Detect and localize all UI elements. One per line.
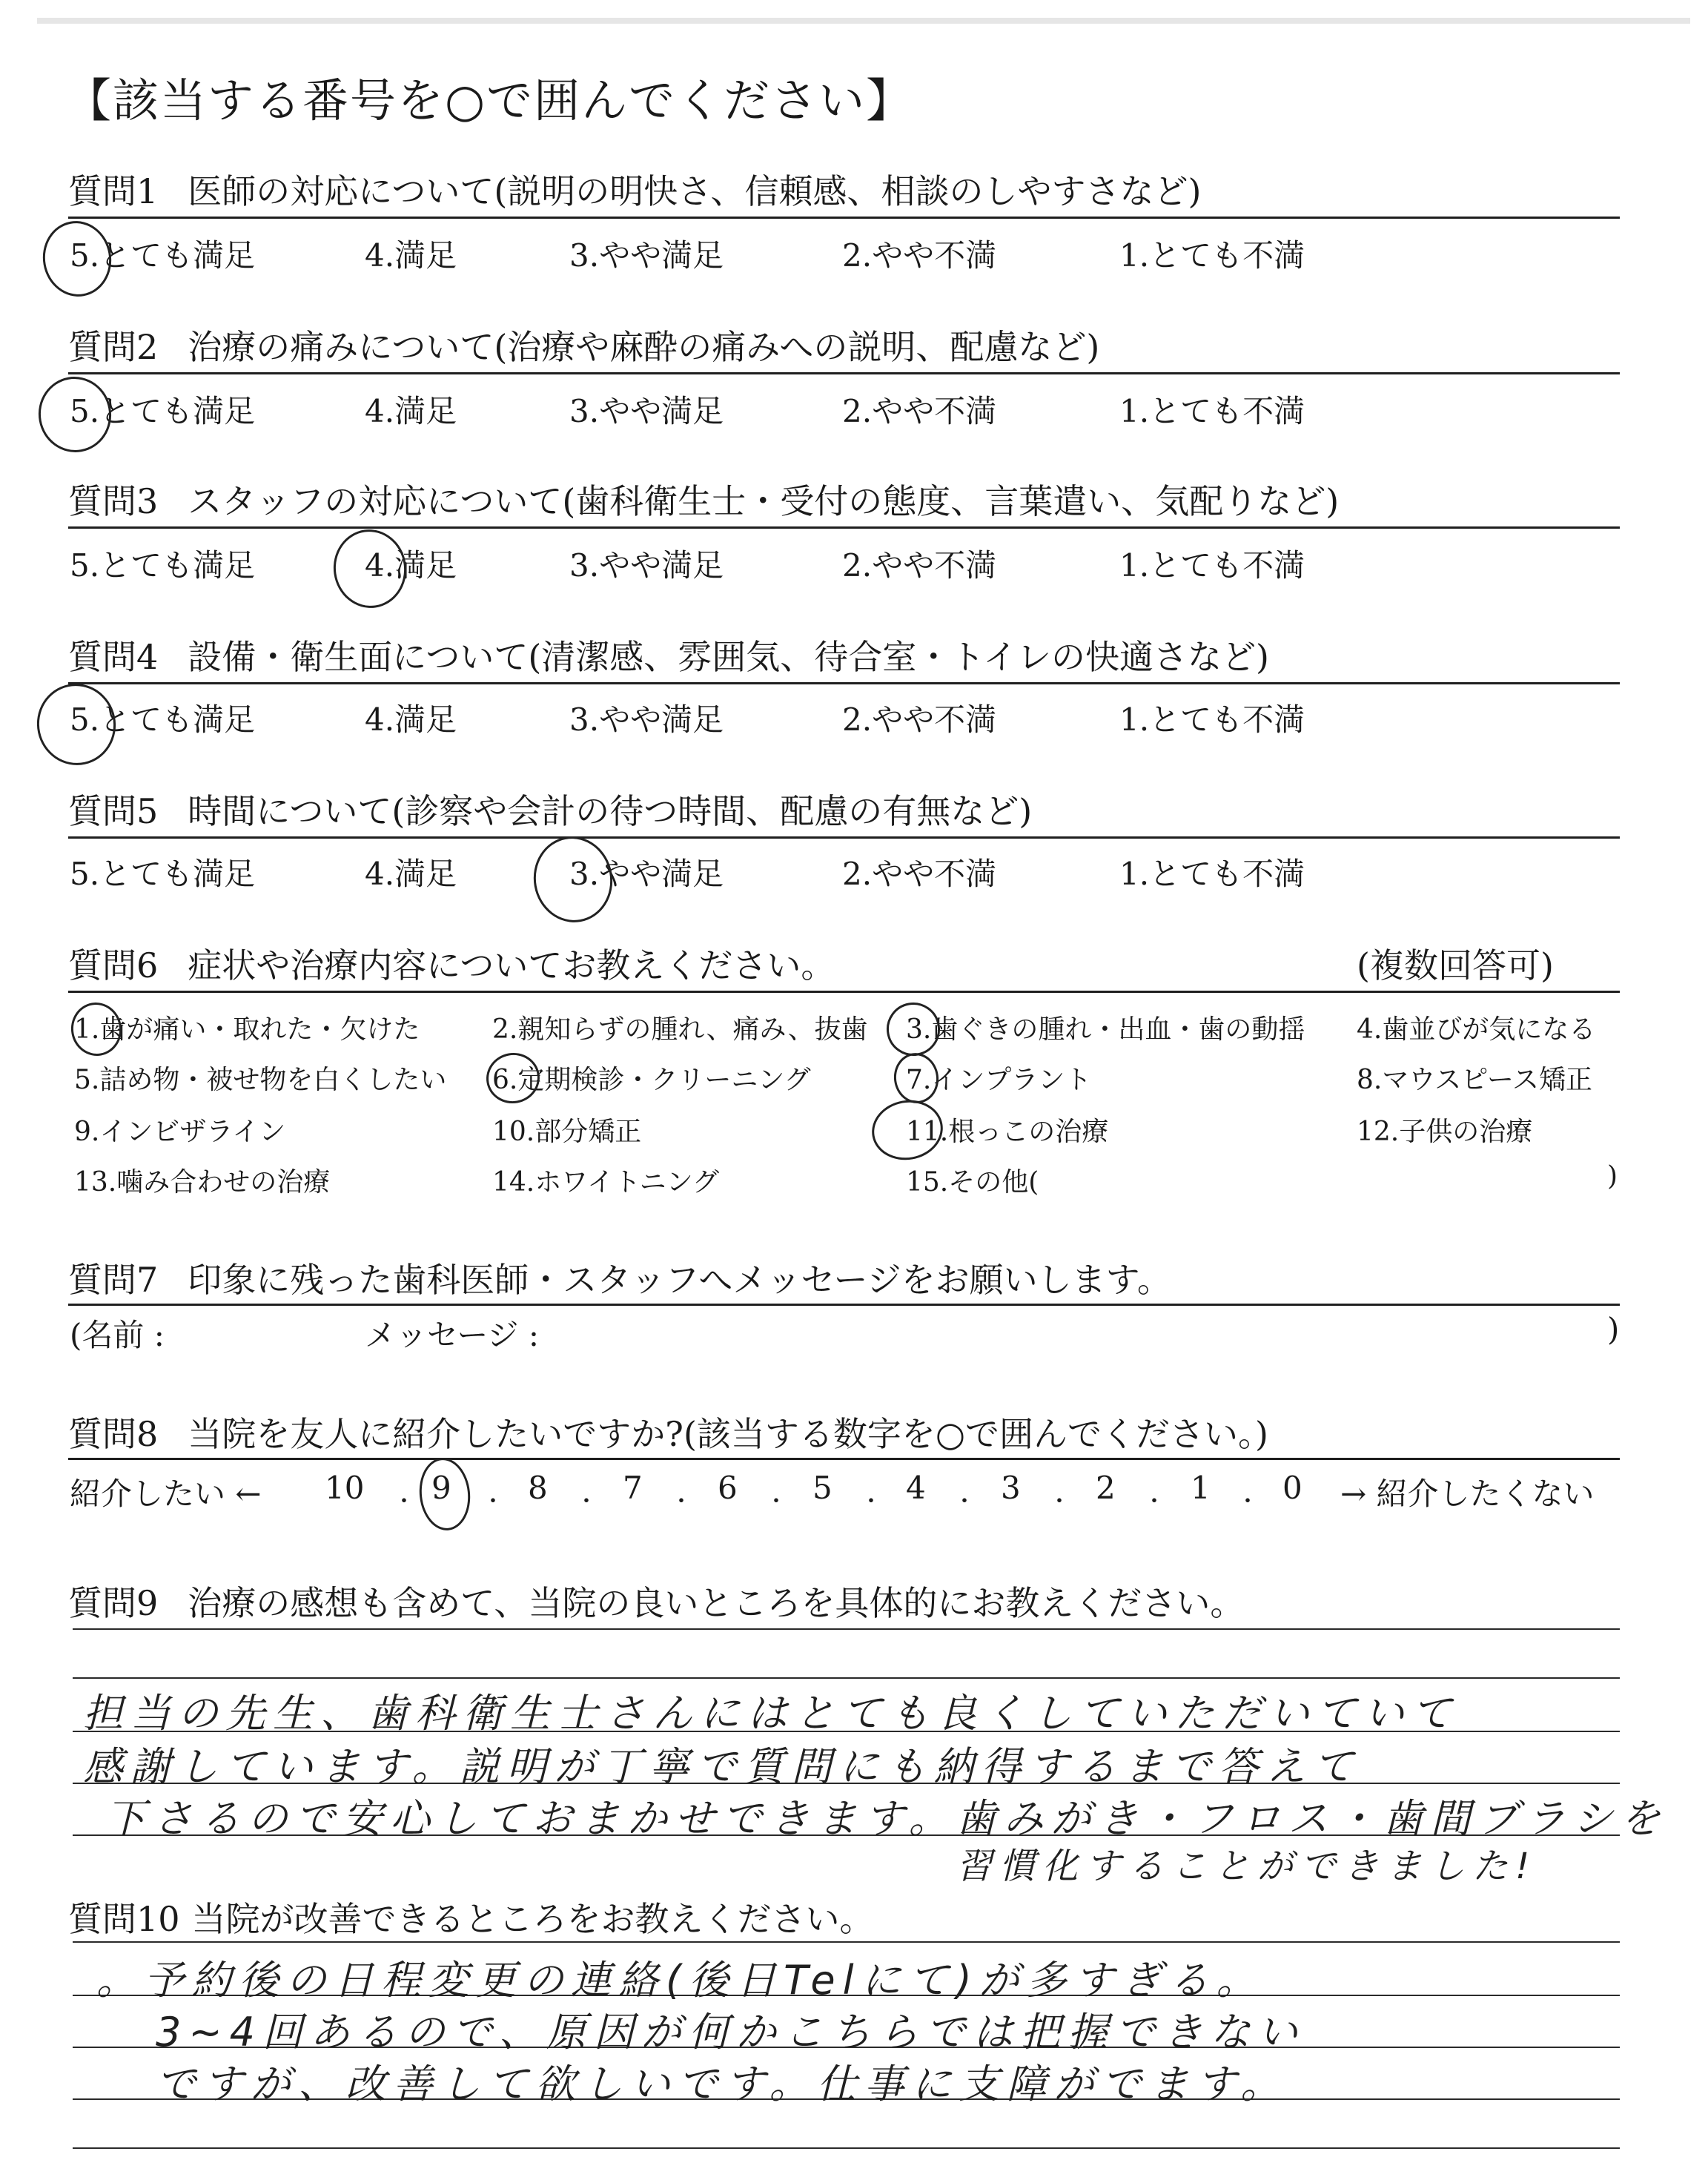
q9-answer-line-3: 下さるので安心しておまかせできます。歯みがき・フロス・歯間ブラシを xyxy=(105,1795,1668,1842)
question-8-text: 当院を友人に紹介したいですか?(該当する数字を○で囲んでください。) xyxy=(188,1414,1268,1454)
scale-dot: ・ xyxy=(1237,1489,1259,1515)
q6-circle-3 xyxy=(882,998,944,1060)
question-7-label: 質問7 xyxy=(68,1260,159,1300)
q6-option-14[interactable]: 14.ホワイトニング xyxy=(492,1167,720,1198)
q6-option-2[interactable]: 2.親知らずの腫れ、痛み、抜歯 xyxy=(492,1014,868,1045)
q2-answer-circle xyxy=(33,371,117,458)
scale-value-0[interactable]: 0 xyxy=(1282,1470,1302,1506)
question-7-text: 印象に残った歯科医師・スタッフへメッセージをお願いします。 xyxy=(188,1260,1171,1300)
q10-answer-line-3: ですが、改善して欲しいです。仕事に支障がでます。 xyxy=(156,2061,1288,2107)
scale-value-4[interactable]: 4 xyxy=(906,1470,926,1506)
question-6-multi-note: (複数回答可) xyxy=(1357,945,1554,985)
q1-answer-circle xyxy=(37,216,117,302)
question-3-rule xyxy=(68,526,1620,529)
q1-option-4[interactable]: 4.満足 xyxy=(365,237,457,274)
scale-value-8[interactable]: 8 xyxy=(528,1470,548,1506)
q2-option-3[interactable]: 3.やや満足 xyxy=(569,393,724,429)
scale-dot: ・ xyxy=(953,1489,976,1515)
question-2-rule xyxy=(68,372,1620,374)
scale-right-label: → 紹介したくない xyxy=(1340,1476,1595,1512)
question-1-label: 質問1 xyxy=(68,171,159,211)
question-7 xyxy=(68,1253,1171,1302)
q6-option-15[interactable]: 15.その他( xyxy=(906,1167,1039,1198)
question-3-text: スタッフの対応について(歯科衛生士・受付の態度、言葉遣い、気配りなど) xyxy=(188,481,1340,521)
q4-option-5[interactable]: 5.とても満足 xyxy=(70,701,256,738)
q3-option-4[interactable]: 4.満足 xyxy=(365,547,457,584)
scale-value-5[interactable]: 5 xyxy=(812,1470,833,1506)
question-3-label: 質問3 xyxy=(68,481,159,521)
answer-line xyxy=(73,1677,1620,1679)
q6-option-15-close: ) xyxy=(1607,1161,1618,1192)
q5-option-5[interactable]: 5.とても満足 xyxy=(70,856,256,892)
q7-name-label: (名前 : xyxy=(70,1317,165,1353)
q2-option-1[interactable]: 1.とても不満 xyxy=(1119,393,1305,429)
question-4-rule xyxy=(68,682,1620,684)
q3-option-5[interactable]: 5.とても満足 xyxy=(70,547,256,584)
q4-option-1[interactable]: 1.とても不満 xyxy=(1119,701,1305,738)
q3-option-3[interactable]: 3.やや満足 xyxy=(569,547,724,584)
question-5-rule xyxy=(68,836,1620,839)
q3-option-1[interactable]: 1.とても不満 xyxy=(1119,547,1305,584)
question-5-label: 質問5 xyxy=(68,791,159,831)
q6-option-4[interactable]: 4.歯並びが気になる xyxy=(1357,1014,1596,1045)
answer-line xyxy=(73,2147,1620,2149)
question-9 xyxy=(68,1576,1244,1625)
q9-answer-line-1: 担当の先生、歯科衛生士さんにはとても良くしていただいていて xyxy=(83,1690,1459,1737)
scale-dot: ・ xyxy=(765,1489,787,1515)
question-4-text: 設備・衛生面について(清潔感、雰囲気、待合室・トイレの快適さなど) xyxy=(188,637,1269,677)
q8-answer-circle xyxy=(416,1456,474,1533)
question-10-label: 質問10 xyxy=(68,1899,180,1939)
q5-option-1[interactable]: 1.とても不満 xyxy=(1119,856,1305,892)
q6-option-3[interactable]: 3.歯ぐきの腫れ・出血・歯の動揺 xyxy=(906,1014,1305,1045)
question-1-rule xyxy=(68,217,1620,219)
scale-dot: ・ xyxy=(1048,1489,1070,1515)
scale-dot: ・ xyxy=(860,1489,882,1515)
scale-value-9[interactable]: 9 xyxy=(431,1470,451,1506)
scale-value-10[interactable]: 10 xyxy=(325,1470,365,1506)
q3-answer-circle xyxy=(328,525,411,613)
q6-option-13[interactable]: 13.噛み合わせの治療 xyxy=(74,1167,331,1198)
question-9-text: 治療の感想も含めて、当院の良いところを具体的にお教えください。 xyxy=(188,1583,1245,1623)
q2-option-2[interactable]: 2.やや不満 xyxy=(842,393,997,429)
question-10-text: 当院が改善できるところをお教えください。 xyxy=(191,1899,874,1939)
question-4-label: 質問4 xyxy=(68,637,159,677)
scale-dot: ・ xyxy=(1143,1489,1165,1515)
scale-dot: ・ xyxy=(670,1489,692,1515)
q5-answer-circle xyxy=(527,830,620,929)
question-2 xyxy=(68,320,1099,369)
q1-option-1[interactable]: 1.とても不満 xyxy=(1119,237,1305,274)
q6-option-5[interactable]: 5.詰め物・被せ物を白くしたい xyxy=(74,1065,447,1095)
scale-dot: ・ xyxy=(575,1489,598,1515)
q5-option-4[interactable]: 4.満足 xyxy=(365,856,457,892)
q6-option-10[interactable]: 10.部分矯正 xyxy=(492,1117,642,1147)
question-3 xyxy=(68,475,1339,524)
scale-value-3[interactable]: 3 xyxy=(1001,1470,1021,1506)
q10-answer-line-1: 。予約後の日程変更の連絡(後日Telにて)が多すぎる。 xyxy=(96,1957,1264,2004)
q7-close-paren: ) xyxy=(1607,1311,1620,1347)
scale-value-7[interactable]: 7 xyxy=(623,1470,643,1506)
q6-option-7[interactable]: 7.インプラント xyxy=(906,1065,1092,1095)
q4-option-2[interactable]: 2.やや不満 xyxy=(842,701,997,738)
q4-option-4[interactable]: 4.満足 xyxy=(365,701,457,738)
q6-circle-6 xyxy=(483,1048,544,1107)
question-6-text: 症状や治療内容についてお教えください。 xyxy=(188,945,835,985)
question-5-text: 時間について(診察や会計の待つ時間、配慮の有無など) xyxy=(188,791,1033,831)
question-1 xyxy=(68,165,1201,214)
question-4 xyxy=(68,630,1269,679)
q6-option-12[interactable]: 12.子供の治療 xyxy=(1357,1117,1533,1147)
question-2-label: 質問2 xyxy=(68,327,159,367)
scale-value-2[interactable]: 2 xyxy=(1096,1470,1116,1506)
q6-option-6[interactable]: 6.定期検診・クリーニング xyxy=(492,1065,811,1095)
answer-line xyxy=(73,1628,1620,1630)
q3-option-2[interactable]: 2.やや不満 xyxy=(842,547,997,584)
scale-value-6[interactable]: 6 xyxy=(718,1470,738,1506)
question-8-label: 質問8 xyxy=(68,1414,159,1454)
scale-dot: ・ xyxy=(393,1489,415,1515)
question-6-rule xyxy=(68,991,1620,993)
q5-option-2[interactable]: 2.やや不満 xyxy=(842,856,997,892)
question-10 xyxy=(68,1892,874,1941)
q4-answer-circle xyxy=(30,676,124,773)
scale-left-label: 紹介したい ← xyxy=(70,1476,262,1512)
q6-option-11[interactable]: 11.根っこの治療 xyxy=(906,1117,1109,1147)
q7-message-label: メッセージ : xyxy=(365,1317,539,1353)
answer-line xyxy=(73,1941,1620,1943)
question-1-text: 医師の対応について(説明の明快さ、信頼感、相談のしやすさなど) xyxy=(188,171,1202,211)
q6-option-1[interactable]: 1.歯が痛い・取れた・欠けた xyxy=(74,1014,420,1045)
question-2-text: 治療の痛みについて(治療や麻酔の痛みへの説明、配慮など) xyxy=(188,327,1100,367)
question-6-label: 質問6 xyxy=(68,945,159,985)
question-8 xyxy=(68,1407,1268,1456)
q4-option-3[interactable]: 3.やや満足 xyxy=(569,701,724,738)
question-7-rule xyxy=(68,1304,1620,1306)
q5-option-3[interactable]: 3.やや満足 xyxy=(569,856,724,892)
q6-circle-11 xyxy=(867,1094,947,1165)
q2-option-5[interactable]: 5.とても満足 xyxy=(70,393,256,429)
scale-dot: ・ xyxy=(482,1489,504,1515)
q2-option-4[interactable]: 4.満足 xyxy=(365,393,457,429)
question-8-rule xyxy=(68,1458,1620,1460)
form-heading: 【該当する番号を○で囲んでください】 xyxy=(65,73,914,128)
question-9-label: 質問9 xyxy=(68,1583,159,1623)
q6-option-8[interactable]: 8.マウスピース矯正 xyxy=(1357,1065,1593,1095)
question-6 xyxy=(68,939,835,988)
q1-option-3[interactable]: 3.やや満足 xyxy=(569,237,724,274)
q1-option-2[interactable]: 2.やや不満 xyxy=(842,237,997,274)
q1-option-5[interactable]: 5.とても満足 xyxy=(70,237,256,274)
question-5 xyxy=(68,785,1032,833)
q6-option-9[interactable]: 9.インビザライン xyxy=(74,1117,286,1147)
scale-value-1[interactable]: 1 xyxy=(1191,1470,1211,1506)
q10-answer-line-2: 3~4回あるので、原因が何かこちらでは把握できない xyxy=(156,2009,1305,2055)
q9-answer-line-2: 感謝しています。説明が丁寧で質問にも納得するまで答えて xyxy=(83,1743,1361,1790)
top-edge xyxy=(37,18,1690,24)
q9-answer-line-4: 習慣化することができました! xyxy=(956,1846,1537,1887)
